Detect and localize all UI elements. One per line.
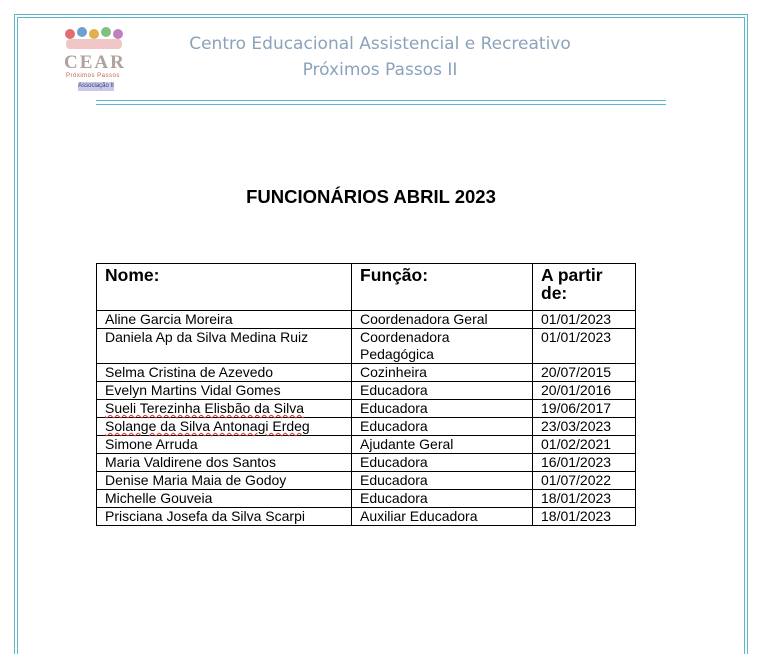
- cell-name: Solange da Silva Antonagi Erdeg: [97, 418, 352, 436]
- staff-table: [96, 263, 636, 526]
- cell-since: 01/01/2023: [533, 329, 636, 364]
- document-title: FUNCIONÁRIOS ABRIL 2023: [246, 186, 496, 207]
- cell-role: Ajudante Geral: [352, 436, 533, 454]
- table-row: [97, 490, 636, 508]
- table-row: [97, 436, 636, 454]
- cell-since: 01/07/2022: [533, 472, 636, 490]
- header-name: Nome:: [97, 264, 352, 311]
- children-figures-icon: [60, 24, 130, 54]
- table-row: [97, 472, 636, 490]
- cell-name: Daniela Ap da Silva Medina Ruiz: [97, 329, 352, 364]
- table-row: [97, 400, 636, 418]
- header-since: A partir de:: [533, 264, 636, 311]
- cell-since: 20/01/2016: [533, 382, 636, 400]
- header-role: Função:: [352, 264, 533, 311]
- cell-since: 18/01/2023: [533, 508, 636, 526]
- cell-name: Selma Cristina de Azevedo: [97, 364, 352, 382]
- table-row: [97, 329, 636, 364]
- cell-name: Simone Arruda: [97, 436, 352, 454]
- cell-role: Educadora: [352, 418, 533, 436]
- cell-role: Educadora: [352, 472, 533, 490]
- cell-role: Coordenadora Geral: [352, 311, 533, 329]
- header-org-unit: Próximos Passos II: [302, 60, 458, 80]
- table-row: [97, 382, 636, 400]
- cell-since: 01/02/2021: [533, 436, 636, 454]
- cell-role: Educadora: [352, 454, 533, 472]
- cell-name: Evelyn Martins Vidal Gomes: [97, 382, 352, 400]
- table-row: [97, 508, 636, 526]
- cell-since: 16/01/2023: [533, 454, 636, 472]
- table-row: [97, 418, 636, 436]
- cell-since: 23/03/2023: [533, 418, 636, 436]
- cell-role: Educadora: [352, 490, 533, 508]
- cell-role: Educadora: [352, 400, 533, 418]
- cell-name: Prisciana Josefa da Silva Scarpi: [97, 508, 352, 526]
- table-row: [97, 311, 636, 329]
- cell-role: Educadora: [352, 382, 533, 400]
- table-row: [97, 364, 636, 382]
- header-rule: [96, 100, 666, 105]
- table-header-row: [97, 264, 636, 311]
- cell-role: Auxiliar Educadora: [352, 508, 533, 526]
- cell-role: Cozinheira: [352, 364, 533, 382]
- cell-since: 19/06/2017: [533, 400, 636, 418]
- cell-name: Sueli Terezinha Elisbão da Silva: [97, 400, 352, 418]
- cell-name: Michelle Gouveia: [97, 490, 352, 508]
- cell-role: Coordenadora Pedagógica: [352, 329, 533, 364]
- cell-since: 01/01/2023: [533, 311, 636, 329]
- table-row: [97, 454, 636, 472]
- header-org-name: Centro Educacional Assistencial e Recreativo: [189, 34, 571, 54]
- logo-subtitle: Próximos Passos: [66, 73, 120, 79]
- cell-since: 20/07/2015: [533, 364, 636, 382]
- cell-name: Denise Maria Maia de Godoy: [97, 472, 352, 490]
- logo-tag: Associação II: [78, 83, 114, 89]
- cell-since: 18/01/2023: [533, 490, 636, 508]
- cell-name: Maria Valdirene dos Santos: [97, 454, 352, 472]
- cell-name: Aline Garcia Moreira: [97, 311, 352, 329]
- logo-text: CEAR: [64, 52, 126, 73]
